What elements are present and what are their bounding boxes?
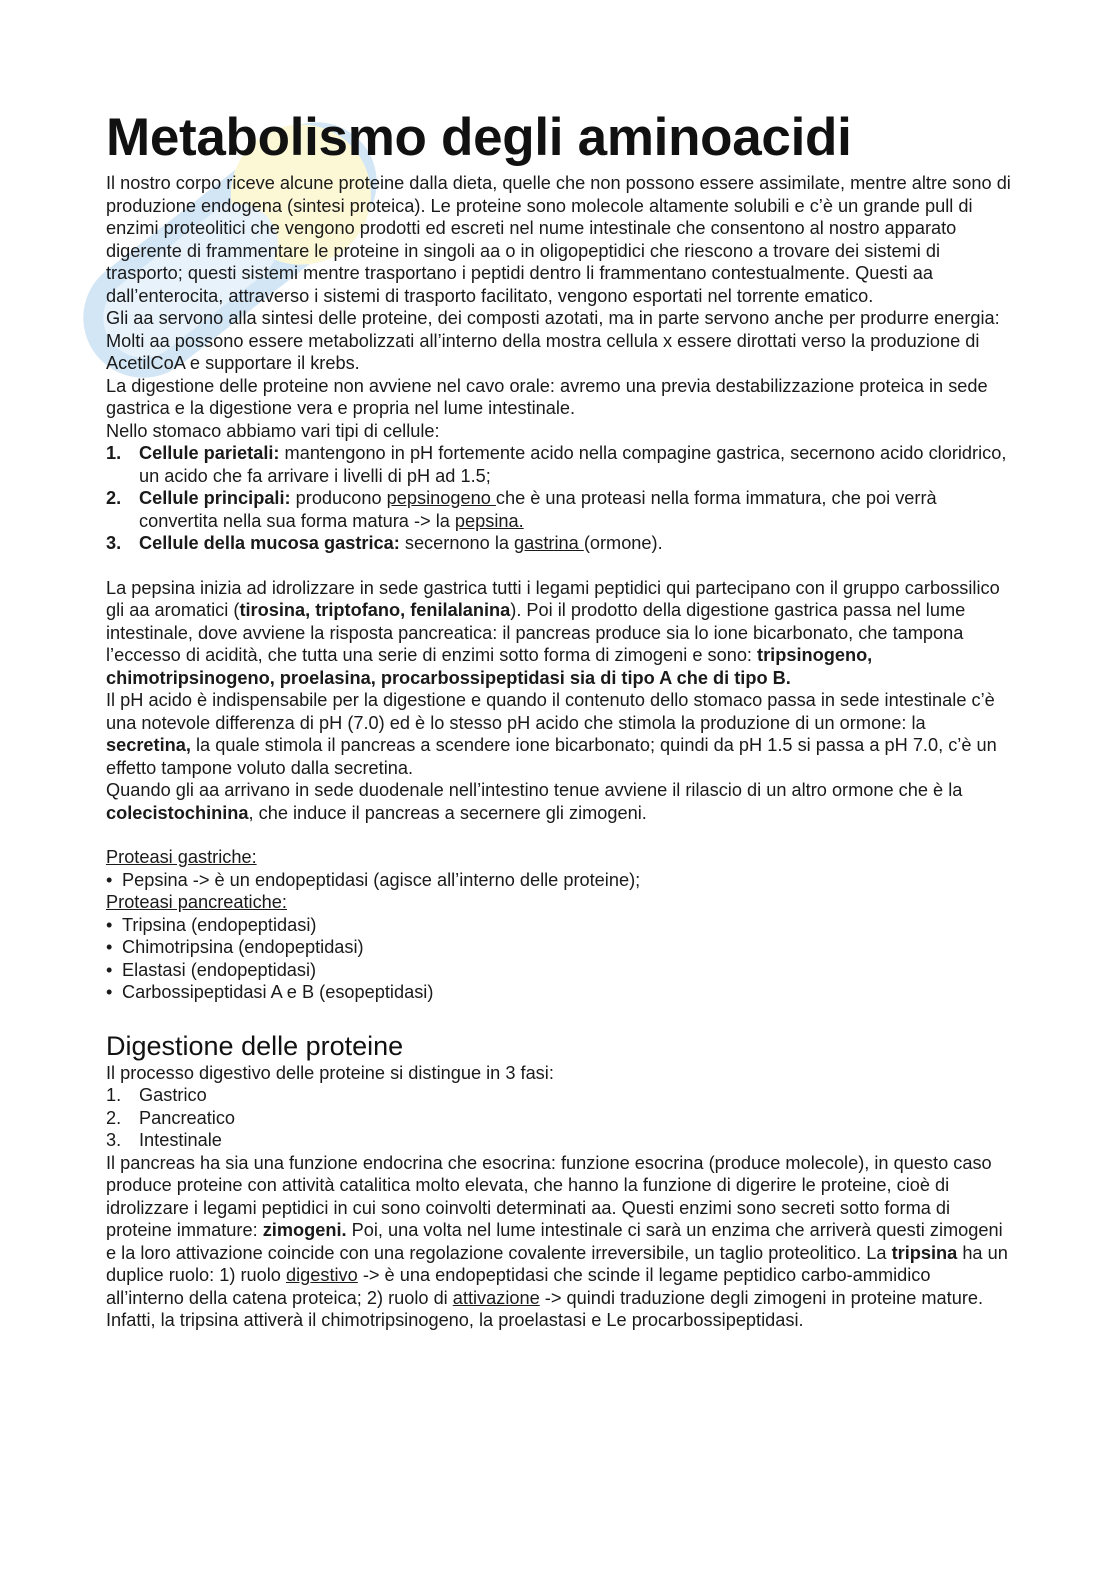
ph-paragraph: Il pH acido è indispensabile per la digestione e quando il contenuto dello stomaco passa in sede intestinale c’è una notevole differenza di pH (7.0) ed è lo stesso pH acido che stimola la produzione di un ormone: la secretina, la quale stimola il pancreas a scendere ione bicarbonato; quindi da pH 1.5 si passa a pH 7.0, c’è un effetto tampone voluto dalla secretina.	[106, 690, 997, 778]
list-item: 1. Cellule parietali: mantengono in pH fortemente acido nella compagine gastrica, secernono acido cloridrico, un acido che fa arrivare i livelli di pH ad 1.5;	[106, 443, 1007, 486]
list-item: 1. Gastrico	[106, 1085, 207, 1105]
cell-types-list	[106, 442, 1011, 555]
pancreatic-proteases-list	[106, 914, 1011, 1004]
intro-paragraph-1: Il nostro corpo riceve alcune proteine dalla dieta, quelle che non possono essere assimilate, mentre altre sono di produzione endogena (sintesi proteica). Le proteine sono molecole altamente solubili e c’è un grande pull di enzimi proteolitici che vengono prodotti ed escreti nel nume intestinale che consentono al nostro apparato digerente di frammentare le proteine in singoli aa o in oligopeptidici che riescono a trovare dei sistemi di trasporto; questi sistemi mentre trasportano i peptidi dentro li frammentano contestualmente. Questi aa dall’enterocita, attraverso i sistemi di trasporto facilitato, vengono esportati nel torrente ematico.	[106, 173, 1011, 306]
list-item: 2. Cellule principali: producono pepsinogeno che è una proteasi nella forma immatura, che poi verrà convertita nella sua forma matura -> la pepsina.	[106, 488, 937, 531]
pancreas-paragraph: Il pancreas ha sia una funzione endocrina che esocrina: funzione esocrina (produce molecole), in questo caso produce proteine con attività catalitica molto elevata, che hanno la funzione di digerire le proteine, cioè di idrolizzare i legami peptidici in cui sono coinvolti determinati aa. Questi enzimi sono secreti sotto forma di proteine immature: zimogeni. Poi, una volta nel lume intestinale ci sarà un enzima che arriverà questi zimogeni e la loro attivazione coincide con una regolazione covalente irreversibile, un taglio proteolitico. La tripsina ha un duplice ruolo: 1) ruolo digestivo -> è una endopeptidasi che scinde il legame peptidico carbo-ammidico all’interno della catena proteica; 2) ruolo di attivazione -> quindi traduzione degli zimogeni in proteine mature. Infatti, la tripsina attiverà il chimotripsinogeno, la proelastasi e Le procarbossipeptidasi.	[106, 1152, 1008, 1330]
list-item: 3. Cellule della mucosa gastrica: secernono la gastrina (ormone).	[106, 533, 663, 553]
list-item: • Carbossipeptidasi A e B (esopeptidasi)	[106, 982, 434, 1002]
duodeno-paragraph: Quando gli aa arrivano in sede duodenale nell’intestino tenue avviene il rilascio di un altro ormone che è la colecistochinina, che induce il pancreas a secernere gli zimogeni.	[106, 780, 963, 823]
section-lead: Il processo digestivo delle proteine si distingue in 3 fasi:	[106, 1062, 554, 1083]
list-item: 2. Pancreatico	[106, 1107, 236, 1128]
list-item: • Tripsina (endopeptidasi)	[106, 914, 317, 935]
gastric-proteases-heading: Proteasi gastriche:	[106, 847, 257, 867]
phases-list	[106, 1084, 1011, 1152]
list-item: 3. Intestinale	[106, 1130, 222, 1150]
intro-paragraph-3: La digestione delle proteine non avviene nel cavo orale: avremo una previa destabilizzazione proteica in sede gastrica e la digestione vera e propria nel lume intestinale.	[106, 375, 988, 418]
pepsina-paragraph: La pepsina inizia ad idrolizzare in sede gastrica tutti i legami peptidici qui partecipano con il gruppo carbossilico gli aa aromatici (tirosina, triptofano, fenilalanina). Poi il prodotto della digestione gastrica passa nel lume intestinale, dove avviene la risposta pancreatica: il pancreas produce sia lo ione bicarbonato, che tampona l’eccesso di acidità, che tutta una serie di enzimi sotto forma di zimogeni e sono: tripsinogeno, chimotripsinogeno, proelasina, procarbossipeptidasi sia di tipo A che di tipo B.	[106, 577, 1000, 688]
gastric-proteases-list	[106, 869, 1011, 892]
document-page	[106, 108, 1011, 1332]
intro-paragraph-4: Nello stomaco abbiamo vari tipi di cellule:	[106, 420, 440, 441]
intro-paragraph-2: Gli aa servono alla sintesi delle proteine, dei composti azotati, ma in parte servono anche per produrre energia: Molti aa possono essere metabolizzati all’interno della mostra cellula x essere dirottati verso la produzione di AcetilCoA e supportare il krebs.	[106, 308, 1000, 373]
pancreatic-proteases-heading: Proteasi pancreatiche:	[106, 892, 287, 912]
page-title: Metabolismo degli aminoacidi	[106, 108, 852, 167]
section-title: Digestione delle proteine	[106, 1030, 404, 1061]
list-item: • Chimotripsina (endopeptidasi)	[106, 937, 364, 957]
list-item: • Elastasi (endopeptidasi)	[106, 959, 317, 980]
list-item: • Pepsina -> è un endopeptidasi (agisce all’interno delle proteine);	[106, 869, 641, 890]
